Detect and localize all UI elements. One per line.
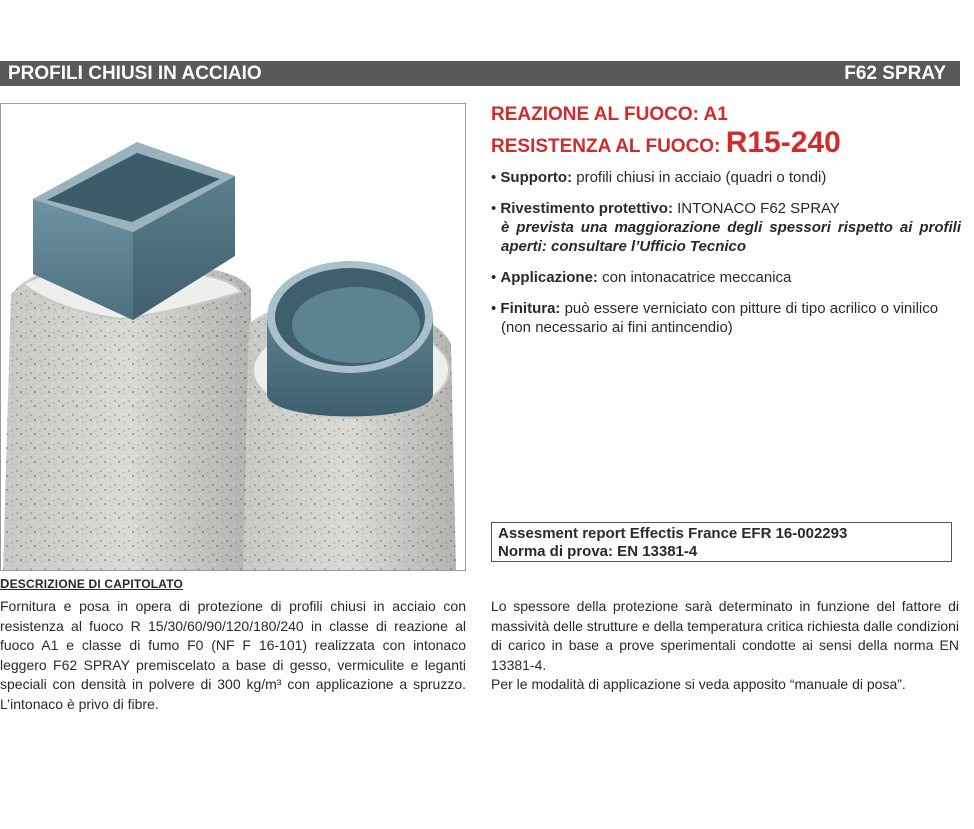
fire-resistance-value: R15-240 [725, 126, 841, 159]
columns-illustration-icon [1, 104, 465, 570]
page-title: PROFILI CHIUSI IN ACCIAIO [8, 63, 262, 84]
report-reference: Assesment report Effectis France EFR 16-002293 [498, 525, 848, 542]
spec-label: Finitura: [500, 300, 561, 317]
spec-label: Applicazione: [500, 269, 598, 286]
test-standard: Norma di prova: EN 13381-4 [498, 543, 698, 560]
fire-reaction-class: REAZIONE AL FUOCO: A1 [491, 104, 728, 125]
product-illustration [0, 103, 466, 571]
spec-text: può essere verniciato con pitture di tipo acrilico o vinilico (non necessario ai fini antincendio) [501, 300, 939, 336]
spec-label: Rivestimento protettivo: [500, 200, 673, 217]
header-bar [0, 61, 960, 86]
description-paragraph: Fornitura e posa in opera di protezione di profili chiusi in acciaio con resistenza al fuoco R 15/30/60/90/120/180/240 in classe di reazione al fuoco A1 e classe di fumo F0 (NF F 16-101) realizzata con intonaco leggero F62 SPRAY premiscelato a base di gesso, vermiculite e leganti speciali con densità in polvere di 300 kg/m³ con applicazione a spruzzo. L’intonaco è privo di fibre. [0, 598, 466, 712]
list-item: • Applicazione: con intonacatrice meccanica [491, 269, 792, 286]
list-item: • Rivestimento protettivo: INTONACO F62 SPRAY è prevista una maggiorazione degli spessori rispetto ai profili aperti: consultare l’Ufficio Tecnico [491, 200, 961, 255]
spec-text: profili chiusi in acciaio (quadri o tondi) [572, 169, 827, 186]
test-report-box [491, 522, 952, 562]
spec-note: è prevista una maggiorazione degli spessori rispetto ai profili aperti: consultare l’Ufficio Tecnico [501, 219, 961, 255]
fire-resistance-label: RESISTENZA AL FUOCO: [491, 136, 726, 157]
description-left [0, 597, 466, 714]
fire-resistance [491, 126, 961, 164]
list-item: • Supporto: profili chiusi in acciaio (quadri o tondi) [491, 169, 827, 186]
spec-label: Supporto: [500, 169, 573, 186]
spec-text: INTONACO F62 SPRAY [672, 200, 840, 217]
list-item: • Finitura: può essere verniciato con pitture di tipo acrilico o vinilico (non necessario ai fini antincendio) [491, 300, 939, 336]
product-specs [491, 104, 961, 349]
spec-text: con intonacatrice meccanica [597, 269, 792, 286]
product-name: F62 SPRAY [844, 63, 946, 84]
section-heading: DESCRIZIONE DI CAPITOLATO [0, 576, 184, 591]
spec-list [491, 168, 961, 337]
description-paragraph: Lo spessore della protezione sarà determinato in funzione del fattore di massività delle strutture e della temperatura critica richiesta dalle condizioni di carico in base a prove sperimentali condotte ai sensi della norma EN 13381-4. [491, 598, 959, 673]
description-paragraph: Per le modalità di applicazione si veda apposito “manuale di posa”. [491, 676, 906, 692]
description-right [491, 597, 959, 695]
